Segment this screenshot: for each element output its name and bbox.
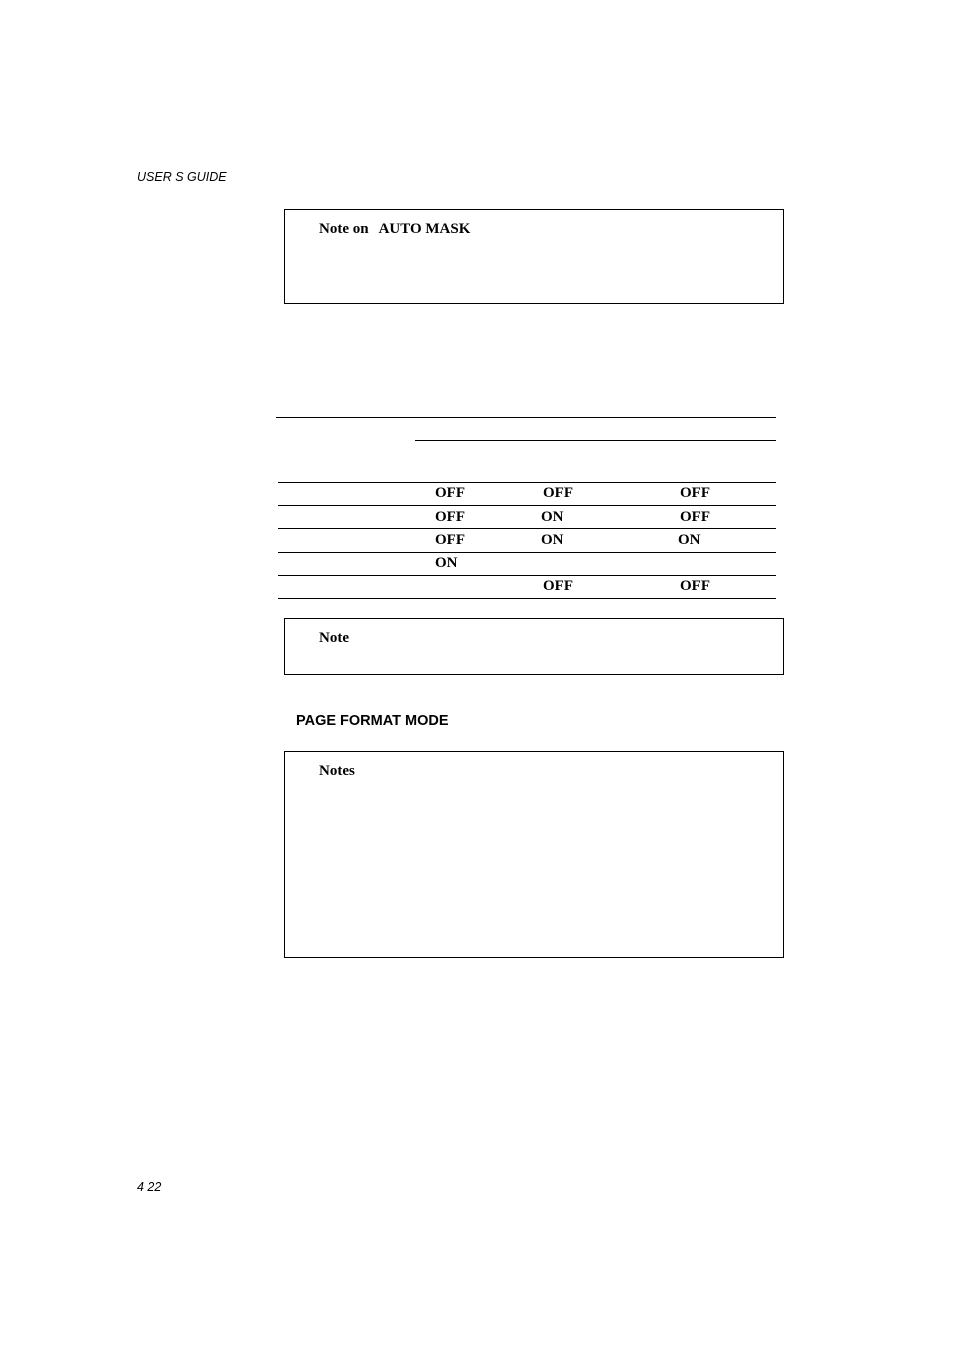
- table-cell: ON: [541, 532, 564, 548]
- note-title-subject: AUTO MASK: [378, 221, 471, 237]
- table-cell: ON: [678, 532, 701, 548]
- note-auto-mask-title: [319, 221, 470, 238]
- table-cell: ON: [435, 555, 458, 571]
- section-heading: PAGE FORMAT MODE: [296, 713, 449, 729]
- note-title: Note: [319, 630, 349, 646]
- table-cell: OFF: [543, 578, 573, 594]
- table-bottom-rule: [278, 598, 776, 599]
- notes-title: Notes: [319, 763, 355, 779]
- note-title-prefix: Note on: [319, 221, 369, 237]
- table-cell: OFF: [680, 509, 710, 525]
- table-row-rule: [278, 575, 776, 576]
- table-cell: OFF: [680, 578, 710, 594]
- page-number: 4 22: [137, 1180, 162, 1194]
- note-box: [284, 618, 784, 675]
- table-row-rule: [278, 505, 776, 506]
- notes-box: [284, 751, 784, 958]
- table-header-rule: [278, 482, 776, 483]
- running-header: USER S GUIDE: [137, 170, 227, 184]
- note-auto-mask-box: [284, 209, 784, 304]
- table-cell: OFF: [435, 509, 465, 525]
- table-subheader-rule: [415, 440, 776, 441]
- table-cell: ON: [541, 509, 564, 525]
- table-row-rule: [278, 552, 776, 553]
- table-cell: OFF: [543, 485, 573, 501]
- table-row-rule: [278, 528, 776, 529]
- table-cell: OFF: [435, 532, 465, 548]
- table-cell: OFF: [435, 485, 465, 501]
- table-cell: OFF: [680, 485, 710, 501]
- table-top-rule: [276, 417, 776, 418]
